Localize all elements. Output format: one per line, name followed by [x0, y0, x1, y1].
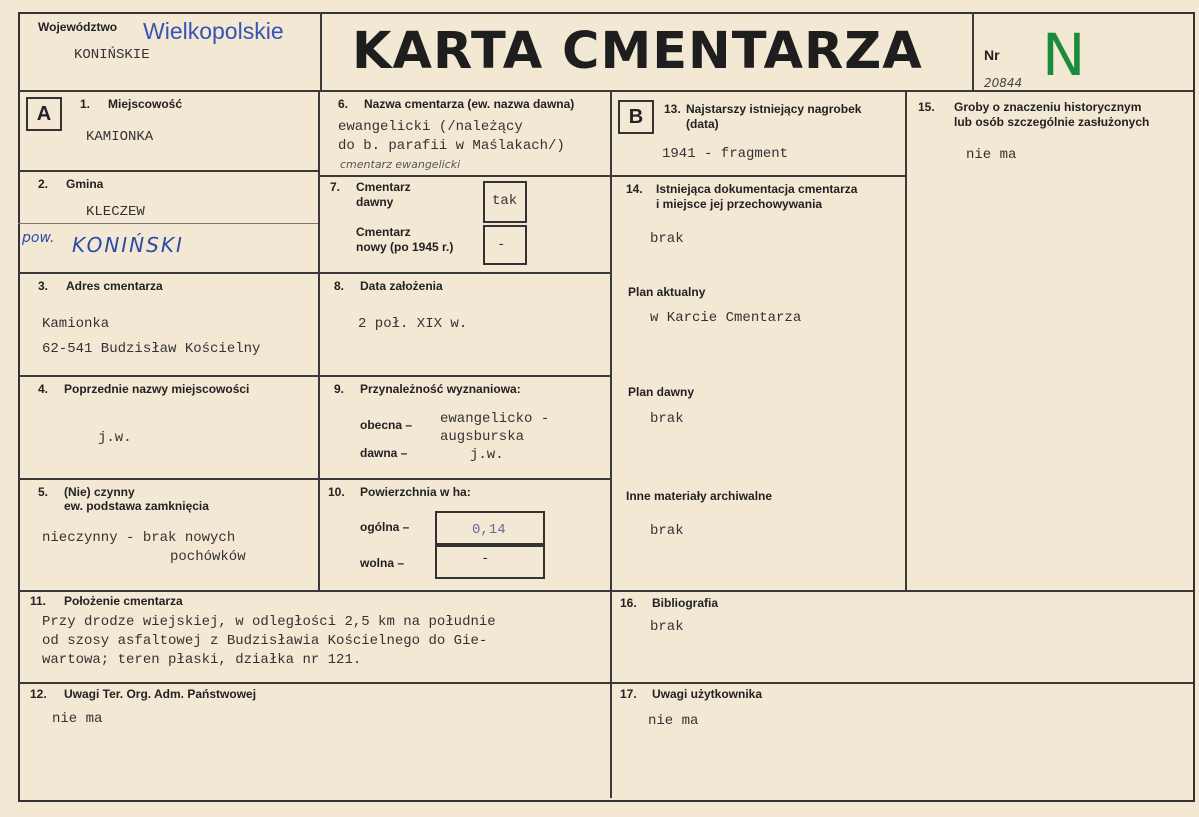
divider — [318, 272, 610, 274]
s3-label: Adres cmentarza — [66, 279, 163, 293]
s17-num: 17. — [620, 687, 637, 701]
s7-dawny-value: tak — [492, 193, 518, 209]
s15-label2: lub osób szczególnie zasłużonych — [954, 115, 1150, 129]
s7-dawny-l2: dawny — [356, 195, 394, 209]
s8-value: 2 poł. XIX w. — [358, 316, 468, 332]
s7-nowy-value: - — [497, 237, 506, 253]
s16-num: 16. — [620, 596, 637, 610]
divider — [18, 682, 1193, 684]
s15-label1: Groby o znaczeniu historycznym — [954, 100, 1142, 114]
s9-num: 9. — [334, 382, 345, 396]
s11-num: 11. — [30, 594, 47, 608]
s1-label: Miejscowość — [108, 97, 183, 111]
s15-num: 15. — [918, 100, 935, 114]
s11-line1: Przy drodze wiejskiej, w odległości 2,5 km na południe — [42, 614, 496, 630]
inne-materialy-label: Inne materiały archiwalne — [626, 489, 773, 503]
s2-pow-value: KONIŃSKI — [72, 233, 184, 257]
plan-dawny-value: brak — [650, 411, 684, 427]
divider — [318, 90, 320, 590]
s3-line2: 62-541 Budzisław Kościelny — [42, 341, 261, 357]
divider — [18, 170, 318, 172]
s12-label: Uwagi Ter. Org. Adm. Państwowej — [64, 687, 257, 701]
divider — [972, 12, 974, 90]
nr-number: 20844 — [984, 76, 1023, 90]
section-a-box: A — [26, 97, 62, 131]
s9-obecna-label: obecna – — [360, 418, 413, 432]
divider — [18, 272, 318, 274]
wojewodztwo-value: KONIŃSKIE — [74, 47, 150, 63]
s4-num: 4. — [38, 382, 49, 396]
s10-num: 10. — [328, 485, 345, 499]
s14-label1: Istniejąca dokumentacja cmentarza — [656, 182, 858, 196]
s12-value: nie ma — [52, 711, 103, 727]
s10-wolna-value: - — [481, 551, 490, 567]
s7-dawny-l1: Cmentarz — [356, 180, 411, 194]
divider — [610, 90, 612, 798]
s16-value: brak — [650, 619, 684, 635]
s5-label1: (Nie) czynny — [64, 485, 135, 499]
s9-obecna-l2: augsburska — [440, 429, 525, 445]
s11-line3: wartowa; teren płaski, działka nr 121. — [42, 652, 362, 668]
s5-label2: ew. podstawa zamknięcia — [64, 499, 209, 513]
s8-label: Data założenia — [360, 279, 443, 293]
s4-value: j.w. — [98, 430, 132, 446]
s8-num: 8. — [334, 279, 345, 293]
s2-value: KLECZEW — [86, 204, 145, 220]
s10-ogolna-label: ogólna – — [360, 520, 410, 534]
s6-line1: ewangelicki (/należący — [338, 119, 523, 135]
inne-materialy-value: brak — [650, 523, 684, 539]
divider — [318, 478, 610, 480]
divider — [610, 175, 905, 177]
divider — [18, 223, 318, 224]
s3-line1: Kamionka — [42, 316, 110, 332]
s16-label: Bibliografia — [652, 596, 719, 610]
s17-label: Uwagi użytkownika — [652, 687, 763, 701]
s6-num: 6. — [338, 97, 349, 111]
s11-label: Położenie cmentarza — [64, 594, 183, 608]
s9-dawna-label: dawna – — [360, 446, 408, 460]
s14-value: brak — [650, 231, 684, 247]
s5-num: 5. — [38, 485, 49, 499]
s2-pow-prefix: pow. — [22, 230, 55, 246]
s7-nowy-l2: nowy (po 1945 r.) — [356, 240, 454, 254]
s15-value: nie ma — [966, 147, 1017, 163]
s1-value: KAMIONKA — [86, 129, 154, 145]
s17-value: nie ma — [648, 713, 699, 729]
divider — [18, 478, 318, 480]
divider — [18, 90, 1193, 92]
divider — [318, 175, 610, 177]
s6-label: Nazwa cmentarza (ew. nazwa dawna) — [364, 97, 575, 111]
s10-label: Powierzchnia w ha: — [360, 485, 471, 499]
s3-num: 3. — [38, 279, 49, 293]
s13-num: 13. — [664, 102, 681, 116]
s14-num: 14. — [626, 182, 643, 196]
wojewodztwo-stamp: Wielkopolskie — [143, 18, 284, 44]
divider — [320, 12, 322, 90]
divider — [18, 590, 1193, 592]
page-title: KARTA CMENTARZA — [352, 22, 923, 81]
s10-ogolna-value: 0,14 — [472, 522, 506, 538]
s6-handwritten: cmentarz ewangelicki — [340, 158, 461, 171]
s5-line2: pochówków — [170, 549, 246, 565]
plan-aktualny-label: Plan aktualny — [628, 285, 706, 299]
s5-line1: nieczynny - brak nowych — [42, 530, 236, 546]
s4-label: Poprzednie nazwy miejscowości — [64, 382, 250, 396]
s13-label2: (data) — [686, 117, 719, 131]
s14-label2: i miejsce jej przechowywania — [656, 197, 823, 211]
divider — [905, 90, 907, 590]
s10-wolna-box — [435, 545, 545, 579]
s13-label1: Najstarszy istniejący nagrobek — [686, 102, 862, 116]
divider — [18, 375, 318, 377]
s2-num: 2. — [38, 177, 49, 191]
s9-label: Przynależność wyznaniowa: — [360, 382, 521, 396]
s7-num: 7. — [330, 180, 341, 194]
s1-num: 1. — [80, 97, 91, 111]
s11-line2: od szosy asfaltowej z Budzisławia Kościelnego do Gie- — [42, 633, 488, 649]
s6-line2: do b. parafii w Maślakach/) — [338, 138, 565, 154]
s9-dawna-value: j.w. — [470, 447, 504, 463]
divider — [318, 375, 610, 377]
s10-wolna-label: wolna – — [360, 556, 405, 570]
nr-letter: N — [1042, 21, 1086, 89]
plan-dawny-label: Plan dawny — [628, 385, 695, 399]
plan-aktualny-value: w Karcie Cmentarza — [650, 310, 802, 326]
s2-label: Gmina — [66, 177, 104, 191]
section-b-box: B — [618, 100, 654, 134]
nr-label: Nr — [984, 47, 1000, 63]
s13-value: 1941 - fragment — [662, 146, 789, 162]
s7-nowy-l1: Cmentarz — [356, 225, 411, 239]
s12-num: 12. — [30, 687, 47, 701]
s9-obecna-l1: ewangelicko - — [440, 411, 550, 427]
wojewodztwo-label: Województwo — [38, 20, 118, 34]
